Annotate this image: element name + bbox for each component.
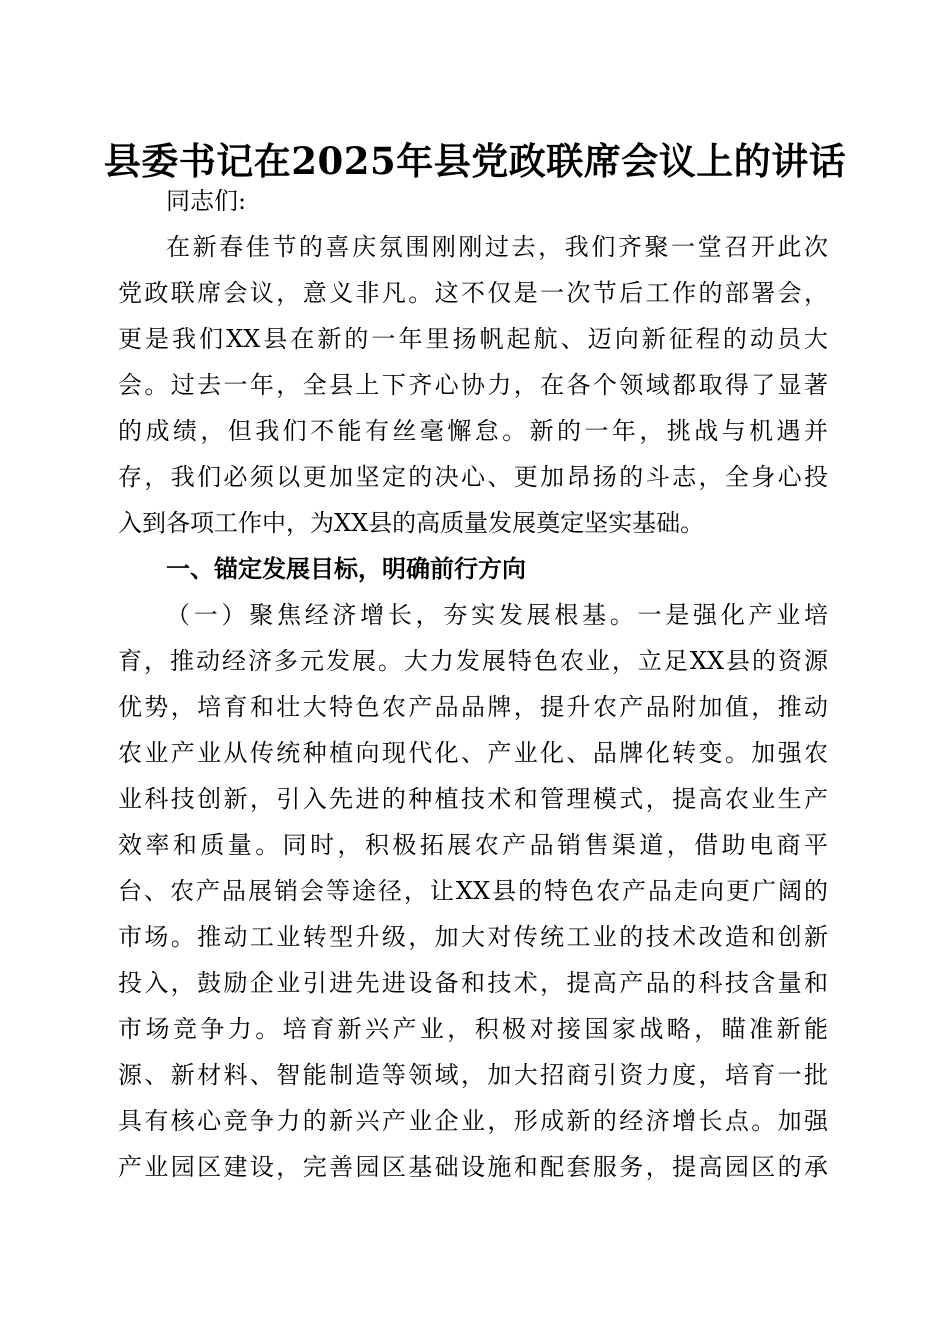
body-text-line: 存，我们必须以更加坚定的决心、更加昂扬的斗志，全身心投 (118, 463, 828, 491)
body-text-line: 产业园区建设，完善园区基础设施和配套服务，提高园区的承 (118, 1153, 828, 1181)
body-text-line: 市场竞争力。培育新兴产业，积极对接国家战略，瞄准新能 (118, 1015, 828, 1043)
body-text-line: 更是我们XX县在新的一年里扬帆起航、迈向新征程的动员大 (118, 325, 828, 353)
body-text-line: 投入，鼓励企业引进先进设备和技术，提高产品的科技含量和 (118, 969, 828, 997)
body-text-line: 入到各项工作中，为XX县的高质量发展奠定坚实基础。 (118, 509, 705, 537)
body-text-line: 的成绩，但我们不能有丝毫懈怠。新的一年，挑战与机遇并 (118, 417, 828, 445)
body-text-line: 市场。推动工业转型升级，加大对传统工业的技术改造和创新 (118, 923, 828, 951)
body-text-line: 会。过去一年，全县上下齐心协力，在各个领域都取得了显著 (118, 371, 828, 399)
section-heading: 一、锚定发展目标，明确前行方向 (166, 555, 526, 583)
body-text-line: 在新春佳节的喜庆氛围刚刚过去，我们齐聚一堂召开此次 (166, 233, 828, 261)
body-text-line: 农业产业从传统种植向现代化、产业化、品牌化转变。加强农 (118, 739, 828, 767)
body-text-line: 党政联席会议，意义非凡。这不仅是一次节后工作的部署会， (118, 279, 828, 307)
page-title: 县委书记在2025年县党政联席会议上的讲话 (103, 139, 847, 183)
body-text-line: 台、农产品展销会等途径，让XX县的特色农产品走向更广阔的 (118, 877, 828, 905)
body-text-line: 育，推动经济多元发展。大力发展特色农业，立足XX县的资源 (118, 647, 828, 675)
body-text-line: 具有核心竞争力的新兴产业企业，形成新的经济增长点。加强 (118, 1107, 828, 1135)
body-text-line: 业科技创新，引入先进的种植技术和管理模式，提高农业生产 (118, 785, 828, 813)
body-text-line: 优势，培育和壮大特色农产品品牌，提升农产品附加值，推动 (118, 693, 828, 721)
salutation: 同志们: (166, 187, 247, 215)
body-text-line: （一）聚焦经济增长，夯实发展根基。一是强化产业培 (166, 601, 828, 629)
body-text-line: 效率和质量。同时，积极拓展农产品销售渠道，借助电商平 (118, 831, 828, 859)
body-text-line: 源、新材料、智能制造等领域，加大招商引资力度，培育一批 (118, 1061, 828, 1089)
